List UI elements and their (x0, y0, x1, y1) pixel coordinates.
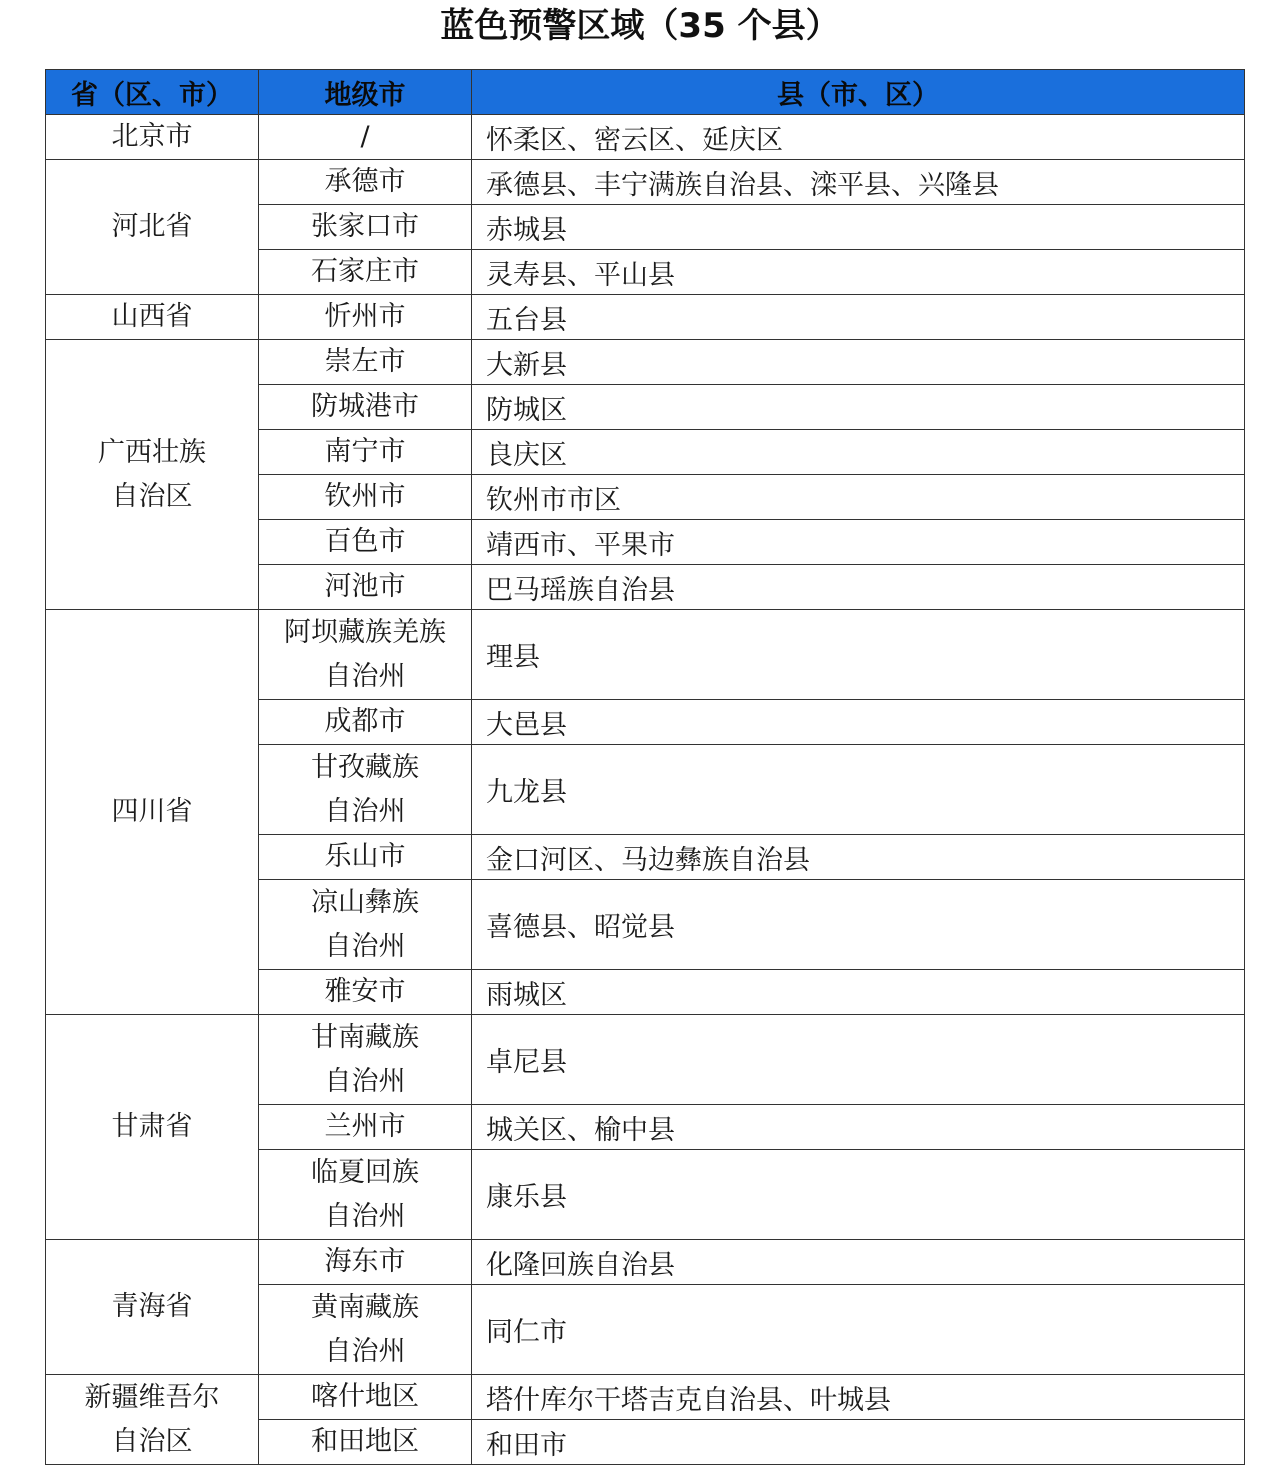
table-row (46, 160, 1245, 205)
table-header-row (46, 70, 1245, 115)
header-province: 省（区、市） (46, 70, 259, 115)
city-cell (259, 700, 472, 745)
city-name-line: / (360, 121, 370, 152)
city-name-line: 钦州市 (324, 481, 406, 512)
city-cell (259, 565, 472, 610)
province-name-line: 自治区 (111, 480, 193, 512)
city-name-line: 河池市 (324, 571, 406, 602)
city-name-line: 自治州 (324, 1200, 406, 1232)
city-name-line: 乐山市 (324, 841, 406, 872)
city-name-line: 甘南藏族 (311, 1021, 419, 1053)
table-body (46, 115, 1245, 1465)
page-title: 蓝色预警区域（35 个县） (440, 6, 840, 46)
city-name-line: 和田地区 (311, 1426, 419, 1457)
province-name-line: 新疆维吾尔 (84, 1381, 220, 1413)
county-cell: 防城区 (472, 385, 1245, 430)
province-cell (46, 1240, 259, 1375)
city-cell (259, 520, 472, 565)
city-name-line: 甘孜藏族 (311, 751, 419, 783)
county-cell: 灵寿县、平山县 (472, 250, 1245, 295)
province-cell (46, 295, 259, 340)
county-cell: 康乐县 (472, 1150, 1245, 1240)
city-cell (259, 1105, 472, 1150)
city-name-line: 海东市 (324, 1246, 406, 1277)
table-row (46, 1240, 1245, 1285)
city-name-line: 喀什地区 (311, 1381, 419, 1412)
city-cell (259, 340, 472, 385)
county-cell: 和田市 (472, 1420, 1245, 1465)
city-name-line: 南宁市 (324, 436, 406, 467)
county-cell: 良庆区 (472, 430, 1245, 475)
city-name-line: 百色市 (324, 526, 406, 557)
city-cell (259, 205, 472, 250)
county-cell: 同仁市 (472, 1285, 1245, 1375)
county-cell: 金口河区、马边彝族自治县 (472, 835, 1245, 880)
province-name-line: 河北省 (111, 211, 193, 242)
province-name-line: 山西省 (111, 301, 193, 332)
city-name-line: 阿坝藏族羌族 (284, 616, 446, 648)
county-cell: 城关区、榆中县 (472, 1105, 1245, 1150)
city-cell (259, 1285, 472, 1375)
city-name-line: 雅安市 (324, 976, 406, 1007)
city-name-line: 防城港市 (311, 391, 419, 422)
province-name-line: 甘肃省 (111, 1111, 193, 1142)
city-name-line: 自治州 (324, 1065, 406, 1097)
city-cell (259, 970, 472, 1015)
province-cell (46, 610, 259, 1015)
province-name-line: 广西壮族 (98, 436, 206, 468)
table-row (46, 115, 1245, 160)
city-cell (259, 1015, 472, 1105)
city-cell (259, 160, 472, 205)
county-cell: 大新县 (472, 340, 1245, 385)
city-cell (259, 745, 472, 835)
province-name-line: 青海省 (111, 1291, 193, 1322)
city-name-line: 自治州 (324, 1335, 406, 1367)
province-name-line: 北京市 (111, 121, 193, 152)
county-cell: 承德县、丰宁满族自治县、滦平县、兴隆县 (472, 160, 1245, 205)
header-city: 地级市 (259, 70, 472, 115)
city-cell (259, 880, 472, 970)
city-name-line: 忻州市 (324, 301, 406, 332)
county-cell: 喜德县、昭觉县 (472, 880, 1245, 970)
warning-region-table (45, 69, 1245, 1465)
city-cell (259, 835, 472, 880)
city-cell (259, 1375, 472, 1420)
city-name-line: 凉山彝族 (311, 886, 419, 918)
province-name-line: 四川省 (111, 796, 193, 827)
city-cell (259, 295, 472, 340)
county-cell: 卓尼县 (472, 1015, 1245, 1105)
county-cell: 雨城区 (472, 970, 1245, 1015)
city-name-line: 自治州 (324, 795, 406, 827)
city-name-line: 临夏回族 (311, 1156, 419, 1188)
table-row (46, 610, 1245, 700)
city-name-line: 承德市 (324, 166, 406, 197)
province-cell (46, 340, 259, 610)
city-name-line: 成都市 (324, 706, 406, 737)
county-cell: 化隆回族自治县 (472, 1240, 1245, 1285)
table-row (46, 340, 1245, 385)
county-cell: 九龙县 (472, 745, 1245, 835)
county-cell: 大邑县 (472, 700, 1245, 745)
city-name-line: 自治州 (324, 930, 406, 962)
table-row (46, 1375, 1245, 1420)
county-cell: 五台县 (472, 295, 1245, 340)
county-cell: 靖西市、平果市 (472, 520, 1245, 565)
city-name-line: 石家庄市 (311, 256, 419, 287)
county-cell: 巴马瑶族自治县 (472, 565, 1245, 610)
province-cell (46, 1015, 259, 1240)
province-cell (46, 115, 259, 160)
city-cell (259, 1150, 472, 1240)
city-cell (259, 1240, 472, 1285)
province-cell (46, 1375, 259, 1465)
city-name-line: 张家口市 (311, 211, 419, 242)
province-name-line: 自治区 (111, 1425, 193, 1457)
city-name-line: 兰州市 (324, 1111, 406, 1142)
city-cell (259, 430, 472, 475)
city-cell (259, 115, 472, 160)
city-name-line: 黄南藏族 (311, 1291, 419, 1323)
city-cell (259, 475, 472, 520)
county-cell: 怀柔区、密云区、延庆区 (472, 115, 1245, 160)
county-cell: 塔什库尔干塔吉克自治县、叶城县 (472, 1375, 1245, 1420)
table-row (46, 295, 1245, 340)
city-name-line: 自治州 (324, 660, 406, 692)
county-cell: 钦州市市区 (472, 475, 1245, 520)
city-cell (259, 250, 472, 295)
province-cell (46, 160, 259, 295)
city-cell (259, 1420, 472, 1465)
city-name-line: 崇左市 (324, 346, 406, 377)
county-cell: 理县 (472, 610, 1245, 700)
county-cell: 赤城县 (472, 205, 1245, 250)
city-cell (259, 385, 472, 430)
header-county: 县（市、区） (472, 70, 1245, 115)
table-row (46, 1015, 1245, 1105)
city-cell (259, 610, 472, 700)
